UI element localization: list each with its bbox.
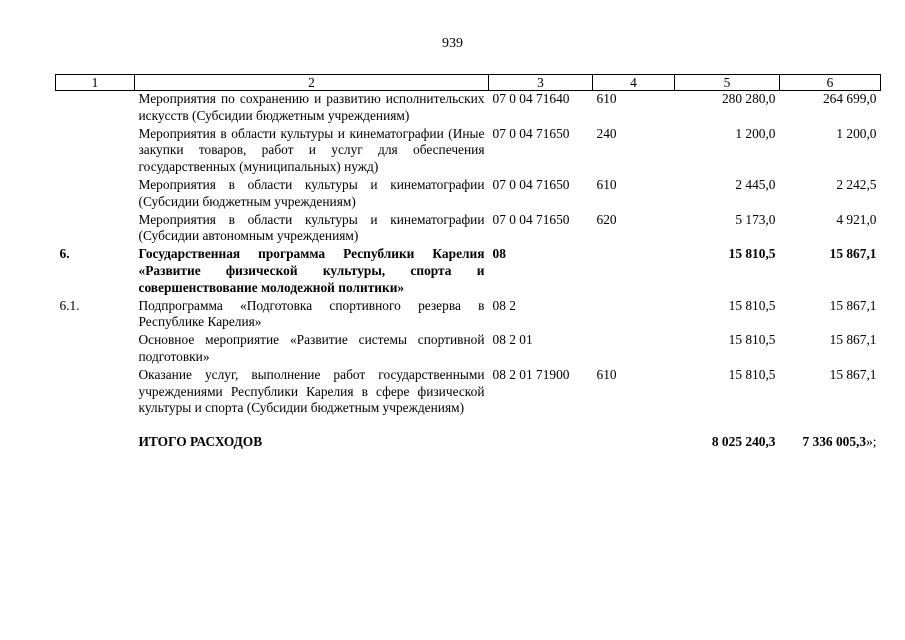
table-row (56, 212, 881, 247)
row-code: 07 0 04 71650 (492, 125, 570, 141)
row-name: Оказание услуг, выполнение работ государственными учреждениями Республики Карелия в сфере физической культуры и спорта (Субсидии бюджетным учреждениям) (138, 366, 485, 416)
row-number: 6. (59, 246, 70, 262)
table-row (56, 332, 881, 367)
row-value-2: 264 699,0 (822, 91, 877, 106)
table-row (56, 91, 881, 126)
table-row (56, 126, 881, 177)
row-number (56, 332, 135, 367)
row-number (56, 177, 135, 212)
row-number (56, 91, 135, 126)
row-name: Мероприятия в области культуры и кинематографии (Субсидии автономным учреждениям) (138, 211, 485, 244)
row-number (56, 367, 135, 418)
budget-table (55, 74, 881, 451)
row-value-2: 2 242,5 (836, 176, 877, 192)
row-value-1: 15 810,5 (728, 297, 776, 313)
row-value-2: 1 200,0 (836, 125, 877, 141)
header-cell-5: 5 (675, 75, 780, 91)
row-value-2: 15 867,1 (829, 246, 877, 262)
row-value-2: 4 921,0 (836, 211, 877, 227)
row-expense-type: 240 (596, 125, 617, 141)
row-value-1: 1 200,0 (735, 125, 776, 141)
row-value-1: 15 810,5 (728, 366, 776, 382)
row-expense-type: 610 (596, 176, 617, 192)
total-label: ИТОГО РАСХОДОВ (138, 434, 263, 450)
header-cell-6: 6 (780, 75, 881, 91)
header-row (56, 75, 881, 91)
row-expense-type: 610 (596, 366, 617, 382)
table-row (56, 298, 881, 333)
total-value-2: 7 336 005,3 (802, 434, 867, 450)
row-number (56, 126, 135, 177)
row-value-1: 280 280,0 (721, 91, 776, 106)
row-name: Мероприятия по сохранению и развитию исполнительских искусств (Субсидии бюджетным учреждениям) (138, 91, 485, 123)
table-row (56, 367, 881, 418)
row-code: 07 0 04 71650 (492, 211, 570, 227)
total-value-2-cell (780, 418, 881, 451)
table-row-program (56, 246, 881, 297)
row-value-2: 15 867,1 (829, 297, 877, 313)
row-value-1: 15 810,5 (728, 332, 776, 348)
row-expense-type: 620 (596, 211, 617, 227)
row-value-1: 15 810,5 (728, 246, 776, 262)
row-name: Государственная программа Республики Карелия «Развитие физической культуры, спорта и совершенствование молодежной политики» (138, 246, 485, 295)
total-row (56, 418, 881, 451)
row-code: 08 (492, 246, 506, 262)
row-name: Мероприятия в области культуры и кинематографии (Иные закупки товаров, работ и услуг для обеспечения государственных (муниципальных) нужд) (138, 125, 485, 175)
total-number (56, 418, 135, 451)
row-value-2: 15 867,1 (829, 332, 877, 348)
header-cell-1: 1 (56, 75, 135, 91)
row-value-2: 15 867,1 (829, 366, 877, 382)
row-code: 07 0 04 71650 (492, 176, 570, 192)
row-name: Мероприятия в области культуры и кинематографии (Субсидии бюджетным учреждениям) (138, 176, 485, 209)
row-value-1: 5 173,0 (735, 211, 776, 227)
total-expense-type (593, 418, 675, 451)
row-code: 08 2 01 (492, 332, 533, 348)
table-row (56, 177, 881, 212)
row-number (56, 212, 135, 247)
row-expense-type (593, 332, 675, 367)
row-code: 07 0 04 71640 (492, 91, 570, 106)
total-code (489, 418, 593, 451)
row-name: Основное мероприятие «Развитие системы спортивной подготовки» (138, 332, 485, 364)
row-code: 08 2 01 71900 (492, 366, 570, 382)
row-code: 08 2 (492, 297, 516, 313)
header-cell-3: 3 (489, 75, 593, 91)
row-value-1: 2 445,0 (735, 176, 776, 192)
total-closing-quote: »; (866, 434, 877, 450)
header-cell-2: 2 (135, 75, 489, 91)
row-number: 6.1. (59, 297, 80, 313)
page-number: 939 (442, 36, 463, 51)
header-cell-4: 4 (593, 75, 675, 91)
row-name: Подпрограмма «Подготовка спортивного резерва в Республике Карелия» (138, 297, 485, 330)
row-expense-type (593, 298, 675, 333)
row-expense-type: 610 (596, 91, 617, 106)
row-expense-type (593, 246, 675, 297)
total-value-1: 8 025 240,3 (711, 434, 776, 450)
